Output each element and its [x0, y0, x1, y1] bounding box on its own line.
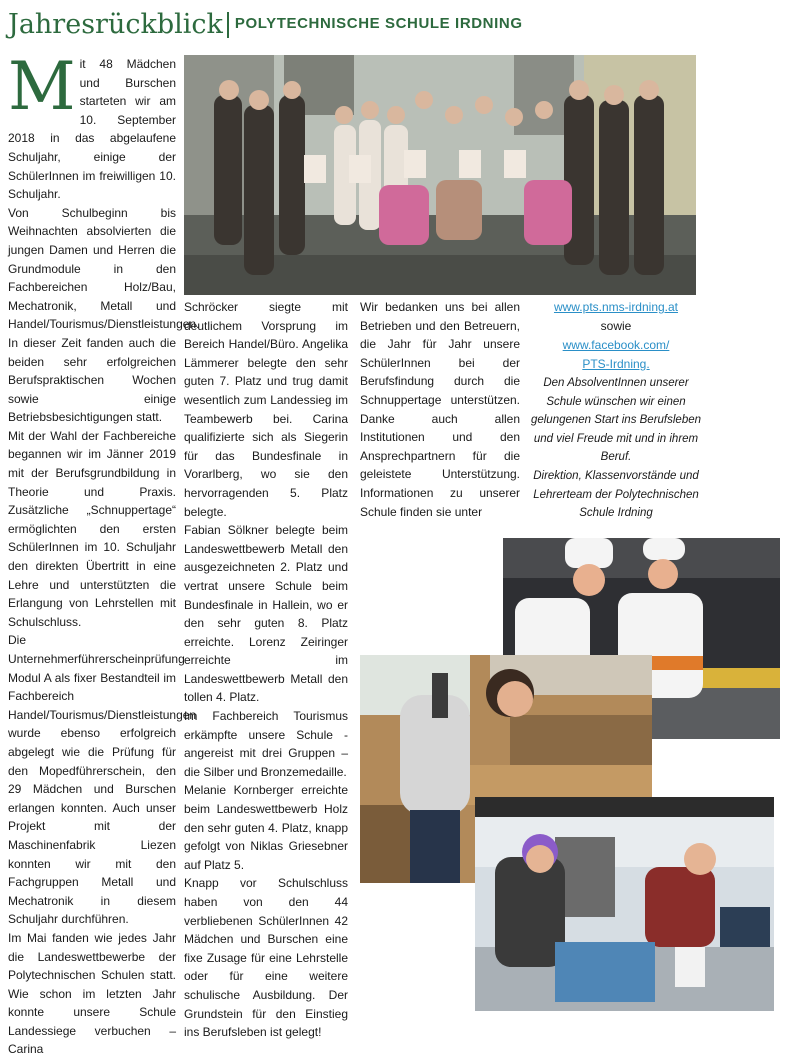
page-title: Jahresrückblick	[8, 9, 223, 40]
paragraph: Mit der Wahl der Fachbereiche begannen wir im Jänner 2019 mit der Berufsgrundbildung in Theorie und Praxis. Zusätzliche „Schnuppertage“ ermöglichten den ersten SchülerInnen im 10. Schuljahr den direkten Übertritt in eine Lehre und unterstützten die Erlangung von Lehrstellen mit Schulschluss.	[8, 428, 176, 629]
connector-text: sowie	[600, 319, 632, 333]
metalworking-photo	[475, 797, 774, 1011]
paragraph: Fabian Sölkner belegte beim Landeswettbewerb Metall den ausgezeichneten 2. Platz und vertrat unsere Schule beim Bundesfinale in Hallein, wo er den sehr guten 8. Platz erreichte. Lorenz Zeiringer erreichte im Landeswettbewerb Metall den tollen 4. Platz.	[184, 523, 348, 705]
paragraph: Schröcker siegte mit deutlichem Vorsprung im Bereich Handel/Büro. Angelika Lämmerer belegte den sehr guten 7. Platz und trug damit wesentlich zum Landessieg im Teambewerb bei. Carina qualifizierte sich als Siegerin für das Bundesfinale in Vorarlberg, wo sie den hervorragenden 5. Platz belegte.	[184, 300, 348, 519]
group-photo	[184, 55, 696, 295]
paragraph: Knapp vor Schulschluss haben von den 44 verbliebenen SchülerInnen 42 Mädchen und Burschen eine fixe Zusage für eine Lehrstelle oder für eine weitere schulische Ausbildung. Der Grundstein für den Einstieg ins Berufsleben ist gelegt!	[184, 876, 348, 1040]
page-header	[8, 2, 523, 42]
facebook-link[interactable]: www.facebook.com/ PTS-Irdning.	[562, 338, 670, 371]
article-column-1	[8, 48, 200, 1059]
drop-cap: M	[8, 48, 76, 125]
header-divider	[227, 12, 229, 38]
paragraph: Die Unternehmerführerscheinprüfung Modul A als fixer Bestandteil im Fachbereich Handel/Tourismus/Dienstleistungen wurde ebenso erfolgreich abgelegt wie die Prüfung für den Mopedführerschein, den 29 Mädchen und Burschen erlangen konnten. Auch unser Projekt mit der Maschinenfabrik Liezen konnten wir mit den Fachgruppen Metall und Mechatronik in diesem Schuljahr durchführen.	[8, 633, 197, 927]
closing-wish: Den AbsolventInnen unserer Schule wünschen wir einen gelungenen Start ins Berufsleben und viel Freude mit und in ihrem Beruf.	[530, 377, 702, 464]
intro-paragraph: Mit 48 Mädchen und Burschen starteten wir am 10. September 2018 in das abgelaufene Schuljahr, einige der SchülerInnen im freiwilligen 10. Schuljahr.	[8, 48, 176, 202]
page-subtitle: POLYTECHNISCHE SCHULE IRDNING	[234, 15, 523, 32]
paragraph: Im Mai fanden wie jedes Jahr die Landeswettbewerbe der Polytechnischen Schulen statt. Wie schon im letzten Jahr konnte unsere Schule Landessiege verbuchen – Carina	[8, 930, 176, 1057]
paragraph: Melanie Kornberger erreichte beim Landeswettbewerb Holz den sehr guten 4. Platz, knapp gefolgt von Niklas Griesebner auf Platz 5.	[184, 783, 348, 872]
paragraph: Wir bedanken uns bei allen Betrieben und den Betreuern, die Jahr für Jahr unsere SchülerInnen bei der Berufsfindung durch die Schnuppertage unterstützen. Danke auch allen Institutionen und den Ansprechpartnern für die geleistete Unterstützung. Informationen zu unserer Schule finden sie unter	[360, 300, 520, 519]
article-column-2	[184, 298, 348, 1042]
article-column-3	[360, 298, 520, 521]
school-website-link[interactable]: www.pts.nms-irdning.at	[553, 300, 679, 314]
paragraph: Von Schulbeginn bis Weihnachten absolvierten die jungen Damen und Herren die Grundmodule in den Fachbereichen Holz/Bau, Mechatronik, Metall und Handel/Tourismus/Dienstleistungen. In dieser Zeit fanden auch die beiden sehr erfolgreichen Berufspraktischen Wochen sowie einige Betriebsbesichtigungen statt.	[8, 205, 200, 425]
signature: Direktion, Klassenvorstände und Lehrerteam der Polytechnischen Schule Irdning	[533, 469, 699, 520]
paragraph: Im Fachbereich Tourismus erkämpfte unsere Schule - angereist mit drei Gruppen – die Silber und Bronzemedaille.	[184, 709, 348, 779]
article-column-4	[528, 298, 704, 523]
